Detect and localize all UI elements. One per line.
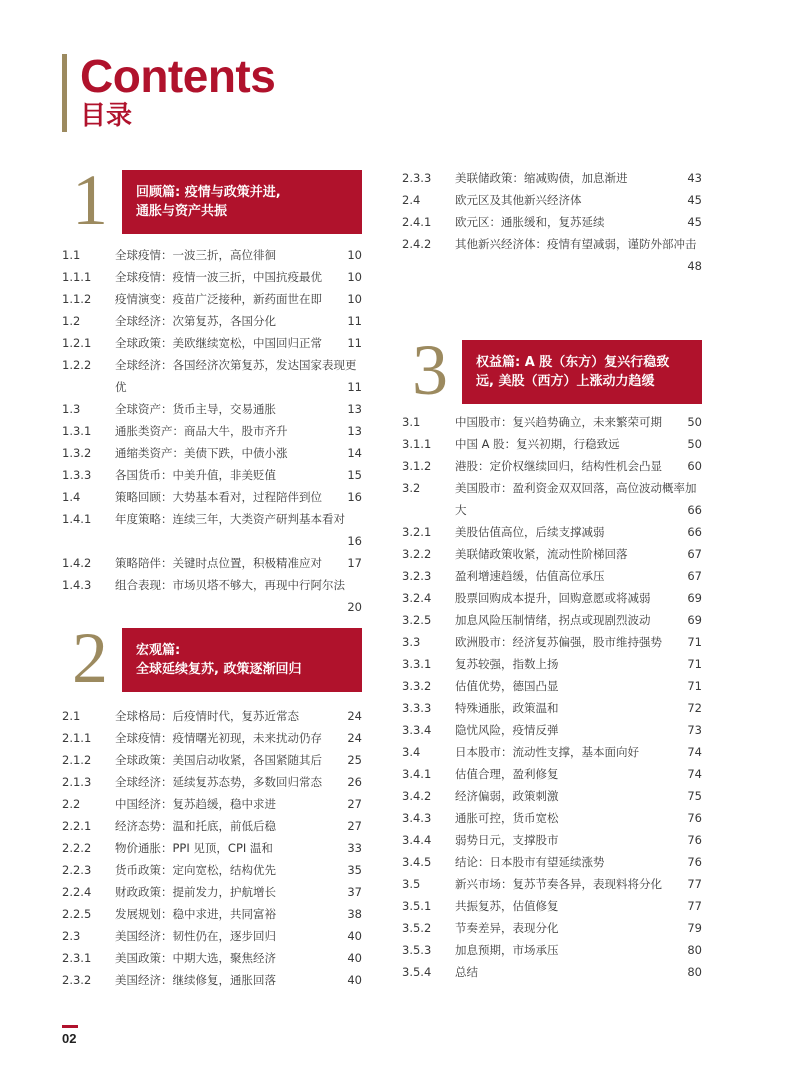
toc-entry-number: 2.2.2 [62, 841, 92, 855]
toc-entry-page: 11 [347, 314, 362, 328]
toc-entry[interactable] [62, 903, 362, 925]
section-title-box [122, 170, 362, 234]
section-title-line: 全球延续复苏, 政策逐渐回归 [136, 662, 302, 677]
toc-entry-page: 71 [687, 657, 702, 671]
toc-entry-title: 组合表现：市场贝塔不够大，再现中行阿尔法 [115, 578, 345, 592]
toc-entry[interactable] [62, 310, 362, 332]
toc-entry-page: 24 [347, 731, 362, 745]
toc-entry-title: 各国货币：中美升值，非美贬值 [115, 468, 276, 482]
toc-entry-page: 69 [687, 591, 702, 605]
toc-entry-title: 复苏较强，指数上扬 [455, 657, 559, 671]
toc-entry[interactable] [62, 574, 362, 618]
toc-entry-title: 全球经济：延续复苏态势，多数回归常态 [115, 775, 322, 789]
toc-entry-title: 全球资产：货币主导，交易通胀 [115, 402, 276, 416]
toc-entry-title: 美联储政策：缩减购债，加息渐进 [455, 171, 628, 185]
toc-entry[interactable] [402, 675, 702, 697]
toc-entry-page: 50 [687, 437, 702, 451]
toc-entry-title: 中国 A 股：复兴初期，行稳致远 [455, 437, 620, 451]
toc-entry[interactable] [402, 895, 702, 917]
section-title-line: 远, 美股（西方）上涨动力趋缓 [476, 374, 655, 389]
toc-entry[interactable] [62, 837, 362, 859]
toc-entry-number: 1.1 [62, 248, 81, 262]
toc-entry-page: 50 [687, 415, 702, 429]
toc-entry[interactable] [402, 785, 702, 807]
toc-entry-number: 1.2 [62, 314, 81, 328]
toc-entry[interactable] [62, 969, 362, 991]
toc-entry-page: 13 [347, 402, 362, 416]
toc-entry-title: 弱势日元，支撑股市 [455, 833, 559, 847]
toc-entry-title: 美国股市：盈利资金双双回落，高位波动概率加大 [455, 481, 697, 517]
toc-entry-number: 3.2 [402, 481, 421, 495]
toc-entry[interactable] [402, 851, 702, 873]
toc-entry-number: 3.1.1 [402, 437, 432, 451]
toc-entry-page: 66 [687, 525, 702, 539]
toc-entry[interactable] [402, 719, 702, 741]
toc-entry-title: 中国股市：复兴趋势确立，未来繁荣可期 [455, 415, 662, 429]
toc-entry-title: 共振复苏，估值修复 [455, 899, 559, 913]
section-header-2[interactable] [62, 618, 362, 698]
toc-entry-number: 1.4.2 [62, 556, 92, 570]
toc-entry[interactable] [402, 167, 702, 189]
toc-entry[interactable] [62, 925, 362, 947]
section-title-box [462, 340, 702, 404]
toc-entry-page: 14 [347, 446, 362, 460]
toc-entry-number: 3.4.4 [402, 833, 432, 847]
toc-entry[interactable] [62, 288, 362, 310]
section-title-line: 回顾篇: 疫情与政策并进, [136, 185, 281, 200]
toc-entry-page: 80 [687, 965, 702, 979]
toc-entry-number: 3.2.4 [402, 591, 432, 605]
toc-entry-number: 3.3.3 [402, 701, 432, 715]
toc-entry-number: 3.1.2 [402, 459, 432, 473]
toc-entry-title: 策略陪伴：关键时点位置，积极精准应对 [115, 556, 322, 570]
toc-entry-title: 全球经济：次第复苏，各国分化 [115, 314, 276, 328]
toc-list-1 [62, 244, 362, 618]
toc-entry-page: 71 [687, 679, 702, 693]
toc-entry-title: 估值优势，德国凸显 [455, 679, 559, 693]
toc-entry-number: 1.3 [62, 402, 81, 416]
toc-entry-page: 13 [347, 424, 362, 438]
toc-entry-page: 72 [687, 701, 702, 715]
section-header-3[interactable] [402, 330, 702, 410]
toc-entry-number: 3.5.1 [402, 899, 432, 913]
toc-entry[interactable] [402, 697, 702, 719]
toc-entry-number: 3.4 [402, 745, 421, 759]
toc-entry-number: 3.4.1 [402, 767, 432, 781]
section-title-line: 宏观篇: [136, 643, 181, 658]
toc-entry[interactable] [402, 411, 702, 433]
toc-entry-page: 76 [687, 833, 702, 847]
toc-entry-number: 2.1.1 [62, 731, 92, 745]
toc-entry-page: 40 [347, 929, 362, 943]
toc-entry[interactable] [402, 829, 702, 851]
toc-entry-number: 2.2.3 [62, 863, 92, 877]
toc-entry-number: 1.3.2 [62, 446, 92, 460]
toc-entry-page: 80 [687, 943, 702, 957]
toc-entry-title: 股票回购成本提升，回购意愿或将减弱 [455, 591, 651, 605]
toc-entry-title: 美国经济：继续修复，通胀回落 [115, 973, 276, 987]
toc-entry-number: 1.2.2 [62, 358, 92, 372]
toc-entry[interactable] [402, 455, 702, 477]
toc-entry[interactable] [402, 565, 702, 587]
toc-entry-number: 3.3.4 [402, 723, 432, 737]
toc-entry[interactable] [402, 233, 702, 277]
toc-entry[interactable] [62, 508, 362, 552]
toc-entry-page: 11 [347, 380, 362, 394]
toc-entry-page: 10 [347, 270, 362, 284]
toc-entry[interactable] [62, 793, 362, 815]
toc-entry-number: 2.2.5 [62, 907, 92, 921]
toc-entry-title: 盈利增速趋缓，估值高位承压 [455, 569, 605, 583]
toc-entry[interactable] [62, 486, 362, 508]
toc-entry-page: 26 [347, 775, 362, 789]
toc-entry[interactable] [62, 749, 362, 771]
toc-entry[interactable] [62, 947, 362, 969]
toc-entry-page: 11 [347, 336, 362, 350]
toc-entry[interactable] [402, 587, 702, 609]
toc-entry[interactable] [62, 266, 362, 288]
toc-entry-title: 结论：日本股市有望延续涨势 [455, 855, 605, 869]
toc-entry-number: 1.1.1 [62, 270, 92, 284]
toc-entry[interactable] [402, 189, 702, 211]
toc-entry-title: 货币政策：定向宽松，结构优先 [115, 863, 276, 877]
toc-entry-page: 40 [347, 973, 362, 987]
toc-entry-title: 全球经济：各国经济次第复苏，发达国家表现更优 [115, 358, 357, 394]
toc-entry-title: 全球疫情：一波三折，高位徘徊 [115, 248, 276, 262]
toc-list-2-continued [402, 167, 702, 277]
toc-entry[interactable] [62, 771, 362, 793]
toc-entry[interactable] [402, 763, 702, 785]
toc-entry-number: 3.3.1 [402, 657, 432, 671]
toc-entry-number: 2.4 [402, 193, 421, 207]
toc-entry-page: 67 [687, 569, 702, 583]
toc-entry-page: 40 [347, 951, 362, 965]
toc-entry-page: 10 [347, 248, 362, 262]
toc-entry-page: 10 [347, 292, 362, 306]
toc-entry-title: 加息预期，市场承压 [455, 943, 559, 957]
toc-entry-page: 25 [347, 753, 362, 767]
section-title-line: 权益篇: A 股（东方）复兴行稳致 [476, 355, 670, 370]
toc-entry-title: 财政政策：提前发力，护航增长 [115, 885, 276, 899]
toc-entry[interactable] [62, 244, 362, 266]
toc-entry-number: 3.2.2 [402, 547, 432, 561]
toc-entry-page: 67 [687, 547, 702, 561]
toc-entry-page: 74 [687, 767, 702, 781]
toc-entry-title: 通胀类资产：商品大牛，股市齐升 [115, 424, 288, 438]
toc-entry[interactable] [62, 420, 362, 442]
toc-entry-title: 其他新兴经济体：疫情有望减弱，谨防外部冲击 [455, 237, 697, 251]
toc-entry[interactable] [62, 859, 362, 881]
toc-entry-number: 3.4.2 [402, 789, 432, 803]
toc-entry-number: 3.2.3 [402, 569, 432, 583]
toc-entry-title: 估值合理，盈利修复 [455, 767, 559, 781]
toc-entry-number: 3.4.3 [402, 811, 432, 825]
toc-entry-page: 35 [347, 863, 362, 877]
toc-entry-title: 隐忧风险，疫情反弹 [455, 723, 559, 737]
toc-entry-title: 总结 [455, 965, 478, 979]
toc-entry-page: 76 [687, 855, 702, 869]
toc-entry-page: 74 [687, 745, 702, 759]
section-number: 3 [412, 330, 448, 410]
toc-entry-title: 物价通胀：PPI 见顶，CPI 温和 [115, 841, 273, 855]
toc-entry-number: 3.5.2 [402, 921, 432, 935]
toc-entry-page: 45 [687, 193, 702, 207]
toc-entry-title: 全球疫情：疫情一波三折，中国抗疫最优 [115, 270, 322, 284]
toc-entry-title: 疫情演变：疫苗广泛接种，新药面世在即 [115, 292, 322, 306]
toc-entry-number: 3.5.4 [402, 965, 432, 979]
toc-entry[interactable] [62, 464, 362, 486]
toc-entry-number: 1.1.2 [62, 292, 92, 306]
toc-entry-number: 2.3.3 [402, 171, 432, 185]
toc-entry[interactable] [402, 653, 702, 675]
section-number: 2 [72, 618, 108, 698]
toc-entry-title: 发展规划：稳中求进，共同富裕 [115, 907, 276, 921]
toc-entry-page: 38 [347, 907, 362, 921]
toc-entry[interactable] [402, 477, 702, 521]
toc-entry-title: 全球政策：美国启动收紧，各国紧随其后 [115, 753, 322, 767]
toc-entry-number: 2.4.2 [402, 237, 432, 251]
toc-entry-page: 27 [347, 819, 362, 833]
toc-entry-page: 37 [347, 885, 362, 899]
toc-entry-page: 17 [347, 556, 362, 570]
page-subtitle: 目录 [80, 101, 133, 131]
toc-entry-page: 77 [687, 877, 702, 891]
toc-entry-title: 通胀可控，货币宽松 [455, 811, 559, 825]
toc-entry[interactable] [402, 961, 702, 983]
toc-entry-number: 2.1.3 [62, 775, 92, 789]
toc-entry-title: 节奏差异，表现分化 [455, 921, 559, 935]
toc-entry[interactable] [402, 211, 702, 233]
toc-entry-title: 中国经济：复苏趋缓，稳中求进 [115, 797, 276, 811]
toc-entry-title: 通缩类资产：美债下跌，中债小涨 [115, 446, 288, 460]
toc-entry-number: 2.2 [62, 797, 81, 811]
page-number-marker [62, 1025, 78, 1028]
toc-entry-page: 77 [687, 899, 702, 913]
toc-entry-number: 3.5.3 [402, 943, 432, 957]
toc-entry-title: 年度策略：连续三年，大类资产研判基本看对 [115, 512, 345, 526]
toc-entry[interactable] [402, 543, 702, 565]
toc-entry[interactable] [62, 815, 362, 837]
toc-entry-number: 3.2.5 [402, 613, 432, 627]
page-title: Contents [80, 50, 276, 102]
toc-list-2 [62, 705, 362, 991]
toc-entry[interactable] [62, 442, 362, 464]
toc-entry-page: 69 [687, 613, 702, 627]
toc-entry-title: 经济偏弱，政策刺激 [455, 789, 559, 803]
toc-entry-number: 3.3.2 [402, 679, 432, 693]
toc-entry-page: 79 [687, 921, 702, 935]
toc-list-3 [402, 411, 702, 983]
toc-entry-title: 美国经济：韧性仍在，逐步回归 [115, 929, 276, 943]
section-header-1[interactable] [62, 160, 362, 240]
toc-entry[interactable] [62, 552, 362, 574]
section-number: 1 [72, 160, 108, 240]
toc-entry[interactable] [402, 939, 702, 961]
toc-entry-number: 2.3.2 [62, 973, 92, 987]
toc-entry[interactable] [402, 521, 702, 543]
toc-entry[interactable] [62, 881, 362, 903]
toc-entry[interactable] [62, 705, 362, 727]
toc-entry-title: 美国政策：中期大选，聚焦经济 [115, 951, 276, 965]
toc-entry[interactable] [402, 433, 702, 455]
toc-entry-page: 16 [347, 490, 362, 504]
toc-entry[interactable] [402, 631, 702, 653]
toc-entry-page: 71 [687, 635, 702, 649]
toc-entry-title: 欧元区及其他新兴经济体 [455, 193, 582, 207]
toc-entry[interactable] [402, 807, 702, 829]
toc-entry-number: 3.4.5 [402, 855, 432, 869]
toc-entry-title: 欧元区：通胀缓和，复苏延续 [455, 215, 605, 229]
toc-entry-page: 45 [687, 215, 702, 229]
toc-entry-page: 16 [347, 534, 362, 548]
toc-entry-number: 1.4 [62, 490, 81, 504]
toc-entry-number: 2.4.1 [402, 215, 432, 229]
toc-entry-page: 15 [347, 468, 362, 482]
toc-entry-title: 全球政策：美欧继续宽松，中国回归正常 [115, 336, 322, 350]
toc-entry-page: 48 [687, 259, 702, 273]
toc-entry-title: 美联储政策收紧，流动性阶梯回落 [455, 547, 628, 561]
toc-entry-number: 3.5 [402, 877, 421, 891]
toc-entry-title: 加息风险压制情绪，拐点或现剧烈波动 [455, 613, 651, 627]
toc-entry-number: 2.2.1 [62, 819, 92, 833]
toc-entry-title: 港股：定价权继续回归，结构性机会凸显 [455, 459, 662, 473]
toc-entry-page: 60 [687, 459, 702, 473]
toc-entry-page: 33 [347, 841, 362, 855]
toc-entry-number: 1.4.1 [62, 512, 92, 526]
toc-entry-number: 3.1 [402, 415, 421, 429]
toc-entry-number: 2.1.2 [62, 753, 92, 767]
toc-entry-number: 1.4.3 [62, 578, 92, 592]
toc-entry-title: 新兴市场：复苏节奏各异，表现料将分化 [455, 877, 662, 891]
toc-entry-number: 2.2.4 [62, 885, 92, 899]
toc-entry-page: 73 [687, 723, 702, 737]
toc-entry-number: 1.3.3 [62, 468, 92, 482]
toc-entry-title: 特殊通胀，政策温和 [455, 701, 559, 715]
toc-entry[interactable] [402, 873, 702, 895]
toc-entry-number: 2.3.1 [62, 951, 92, 965]
toc-entry[interactable] [402, 917, 702, 939]
toc-entry-page: 76 [687, 811, 702, 825]
toc-entry[interactable] [402, 741, 702, 763]
toc-entry-title: 全球疫情：疫情曙光初现，未来扰动仍存 [115, 731, 322, 745]
toc-entry-number: 3.3 [402, 635, 421, 649]
toc-entry-number: 1.3.1 [62, 424, 92, 438]
page-number: 02 [62, 1031, 77, 1046]
section-title-box [122, 628, 362, 692]
toc-entry[interactable] [62, 398, 362, 420]
toc-entry[interactable] [62, 727, 362, 749]
toc-entry-number: 3.2.1 [402, 525, 432, 539]
toc-entry-number: 2.3 [62, 929, 81, 943]
toc-entry-page: 66 [687, 503, 702, 517]
toc-entry-title: 美股估值高位，后续支撑减弱 [455, 525, 605, 539]
toc-entry-page: 27 [347, 797, 362, 811]
toc-entry[interactable] [62, 332, 362, 354]
toc-entry-number: 1.2.1 [62, 336, 92, 350]
section-title-line: 通胀与资产共振 [136, 204, 228, 219]
toc-entry-number: 2.1 [62, 709, 81, 723]
toc-entry-title: 策略回顾：大势基本看对，过程陪伴到位 [115, 490, 322, 504]
toc-entry[interactable] [402, 609, 702, 631]
toc-entry-title: 经济态势：温和托底，前低后稳 [115, 819, 276, 833]
title-accent-bar [62, 54, 67, 132]
toc-entry[interactable] [62, 354, 362, 398]
toc-entry-page: 24 [347, 709, 362, 723]
toc-entry-title: 日本股市：流动性支撑，基本面向好 [455, 745, 639, 759]
toc-entry-page: 20 [347, 600, 362, 614]
toc-entry-page: 75 [687, 789, 702, 803]
toc-entry-title: 全球格局：后疫情时代，复苏近常态 [115, 709, 299, 723]
toc-entry-title: 欧洲股市：经济复苏偏强，股市维持强势 [455, 635, 662, 649]
toc-entry-page: 43 [687, 171, 702, 185]
